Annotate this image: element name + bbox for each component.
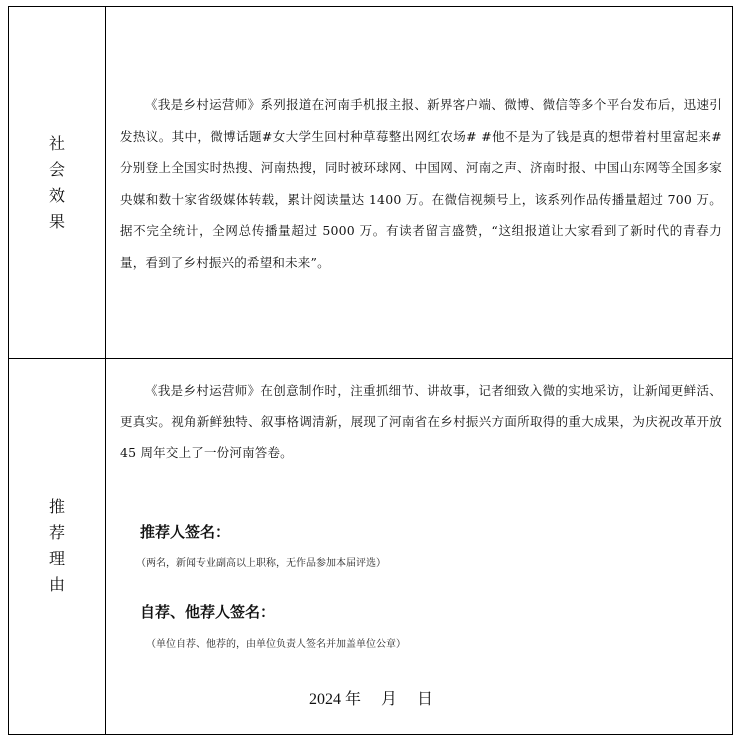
recommend-reason-label-cell — [9, 358, 106, 734]
label-char: 效 — [48, 185, 65, 205]
self-recommend-note: （单位自荐、他荐的，由单位负责人签名并加盖单位公章） — [146, 639, 406, 650]
recommend-reason-content — [106, 358, 732, 734]
social-effect-content — [106, 7, 732, 358]
recommend-reason-label — [49, 494, 65, 598]
recommend-reason-row — [9, 358, 732, 734]
social-effect-paragraph: 《我是乡村运营师》系列报道在河南手机报主报、新界客户端、微博、微信等多个平台发布后，迅速引发热议。其中，微博话题#女大学生回村种草莓整出网红农场# #他不是为了钱是真的想带着村里富起来#分别登上全国实时热搜、河南热搜，同时被环球网、中国网、河南之声、济南时报、中国山东网等全国多家央媒和数十家省级媒体转载，累计阅读量达 1400 万。在微信视频号上，该系列作品传播量超过 700 万。据不完全统计，全网总传播量超过 5000 万。有读者留言盛赞，“这组报道让大家看到了新时代的青春力量，看到了乡村振兴的希望和未来”。 — [120, 97, 722, 270]
signature-date: 2024 年 月 日 — [309, 691, 434, 708]
label-char: 果 — [48, 211, 65, 231]
self-recommend-signature-label: 自荐、他荐人签名： — [140, 603, 276, 621]
social-effect-row — [9, 7, 732, 359]
label-char: 理 — [48, 549, 65, 568]
label-char: 会 — [48, 159, 65, 179]
label-char: 推 — [48, 497, 65, 516]
recommender-note: （两名，新闻专业副高以上职称，无作品参加本届评选） — [136, 558, 386, 569]
form-table — [8, 6, 733, 735]
label-char: 社 — [48, 133, 65, 153]
recommend-reason-paragraph: 《我是乡村运营师》在创意制作时，注重抓细节、讲故事，记者细致入微的实地采访，让新闻更鲜活、更真实。视角新鲜独特、叙事格调清新，展现了河南省在乡村振兴方面所取得的重大成果，为庆祝改革开放 45 周年交上了一份河南答卷。 — [120, 383, 722, 460]
label-char: 荐 — [48, 523, 65, 542]
recommender-signature-label: 推荐人签名： — [140, 523, 231, 541]
social-effect-label — [49, 131, 65, 235]
label-char: 由 — [48, 575, 65, 594]
social-effect-label-cell — [9, 7, 106, 358]
